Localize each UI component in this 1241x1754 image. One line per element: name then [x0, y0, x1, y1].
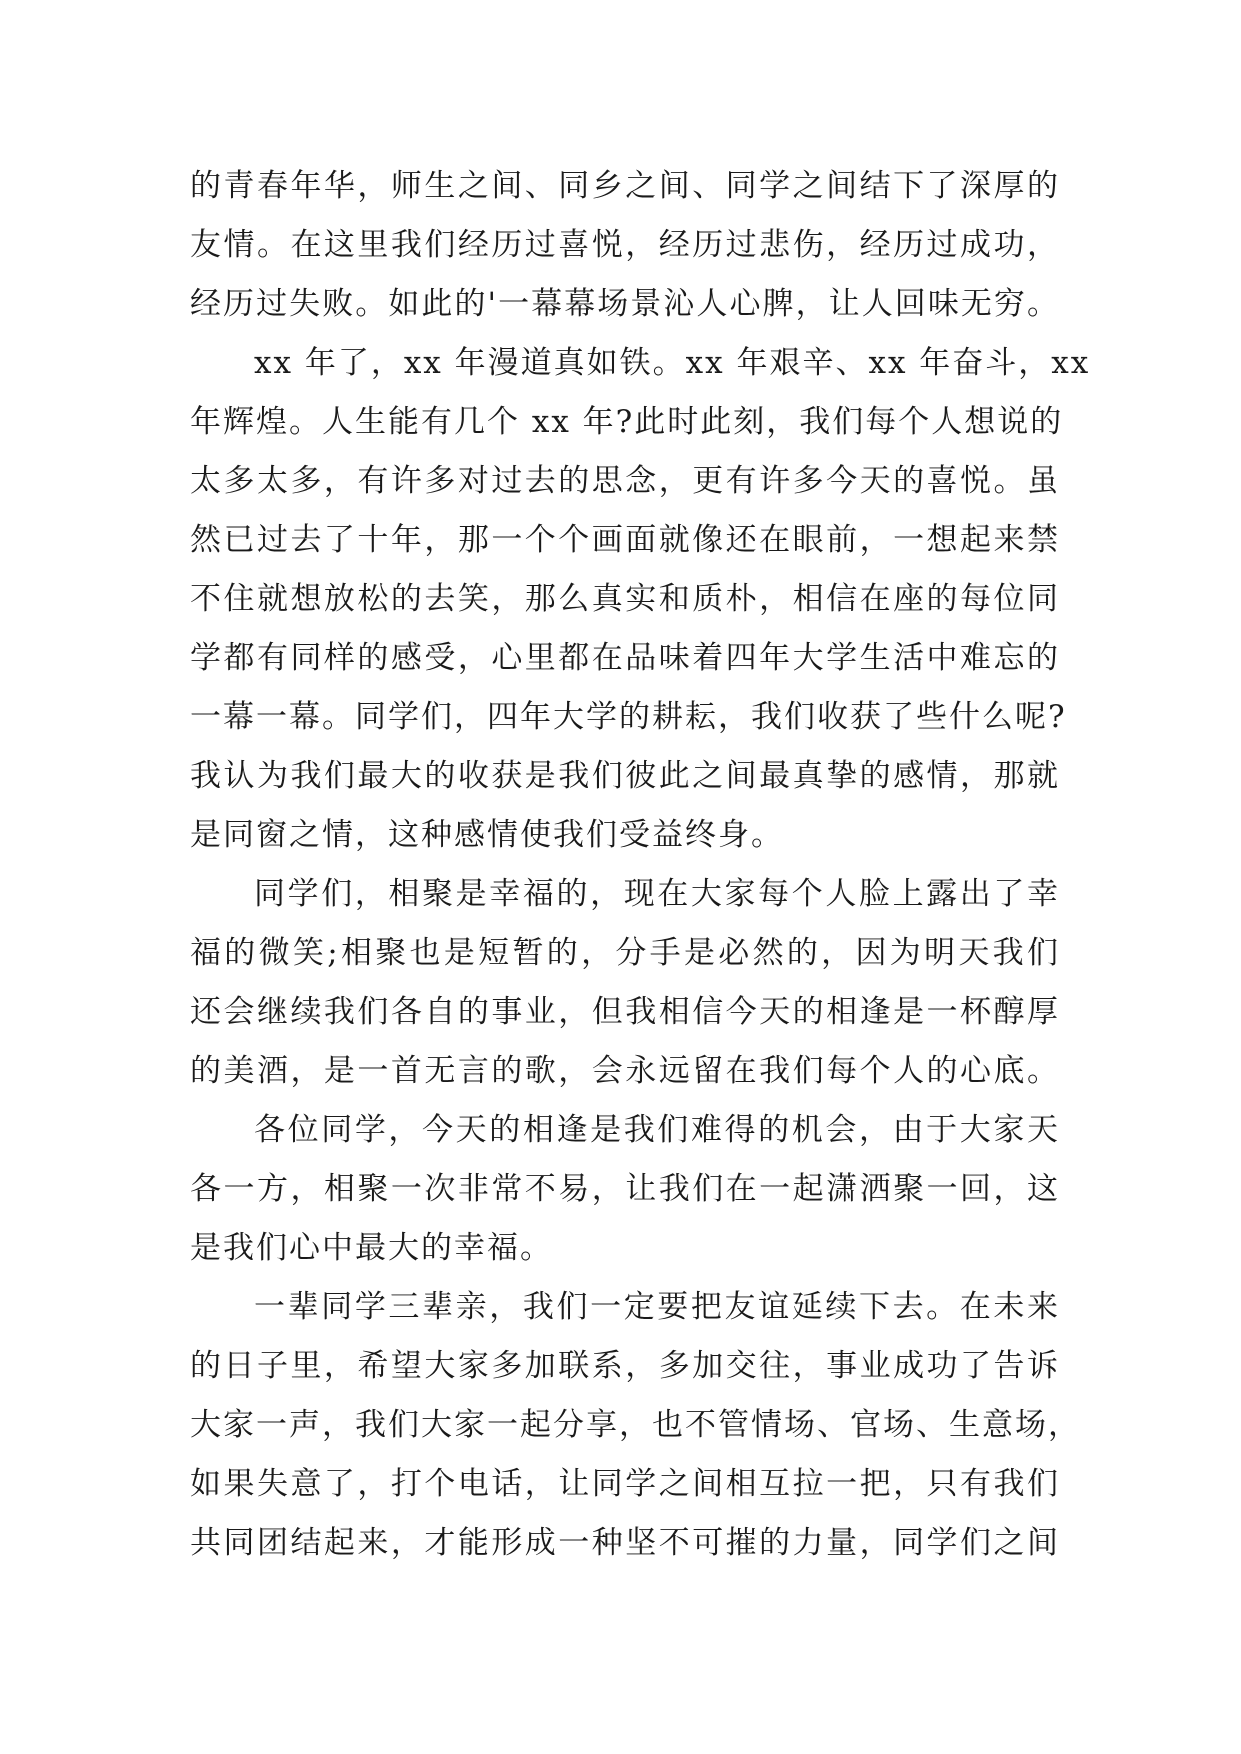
- text-line: 如果失意了，打个电话，让同学之间相互拉一把，只有我们: [190, 1466, 1060, 1502]
- text-line: 是我们心中最大的幸福。: [190, 1230, 553, 1266]
- text-line: 福的微笑;相聚也是短暂的，分手是必然的，因为明天我们: [190, 935, 1060, 971]
- text-line: 一幕一幕。同学们，四年大学的耕耘，我们收获了些什么呢?: [190, 699, 1067, 735]
- text-line: 各一方，相聚一次非常不易，让我们在一起潇洒聚一回，这: [190, 1171, 1060, 1207]
- text-line: 年辉煌。人生能有几个 xx 年?此时此刻，我们每个人想说的: [190, 404, 1064, 440]
- text-line: 友情。在这里我们经历过喜悦，经历过悲伤，经历过成功，: [190, 227, 1060, 263]
- text-line: 的青春年华，师生之间、同乡之间、同学之间结下了深厚的: [190, 168, 1060, 204]
- text-line: 不住就想放松的去笑，那么真实和质朴，相信在座的每位同: [190, 581, 1060, 617]
- text-line: 的日子里，希望大家多加联系，多加交往，事业成功了告诉: [190, 1348, 1060, 1384]
- text-line: 我认为我们最大的收获是我们彼此之间最真挚的感情，那就: [190, 758, 1060, 794]
- text-line: 太多太多，有许多对过去的思念，更有许多今天的喜悦。虽: [190, 463, 1060, 499]
- text-line: 大家一声，我们大家一起分享，也不管情场、官场、生意场，: [190, 1407, 1081, 1443]
- text-line: 的美酒，是一首无言的歌，会永远留在我们每个人的心底。: [190, 1053, 1060, 1089]
- text-line: xx 年了，xx 年漫道真如铁。xx 年艰辛、xx 年奋斗，xx: [254, 345, 1091, 381]
- body-text: [190, 157, 1091, 1573]
- text-line: 共同团结起来，才能形成一种坚不可摧的力量，同学们之间: [190, 1525, 1060, 1561]
- text-line: 经历过失败。如此的'一幕幕场景沁人心脾，让人回味无穷。: [190, 286, 1060, 322]
- text-line: 是同窗之情，这种感情使我们受益终身。: [190, 817, 784, 853]
- text-line: 学都有同样的感受，心里都在品味着四年大学生活中难忘的: [190, 640, 1060, 676]
- text-line: 各位同学，今天的相逢是我们难得的机会，由于大家天: [254, 1112, 1060, 1148]
- text-line: 同学们，相聚是幸福的，现在大家每个人脸上露出了幸: [254, 876, 1060, 912]
- text-line: 一辈同学三辈亲，我们一定要把友谊延续下去。在未来: [254, 1289, 1060, 1325]
- text-line: 然已过去了十年，那一个个画面就像还在眼前，一想起来禁: [190, 522, 1060, 558]
- text-line: 还会继续我们各自的事业，但我相信今天的相逢是一杯醇厚: [190, 994, 1060, 1030]
